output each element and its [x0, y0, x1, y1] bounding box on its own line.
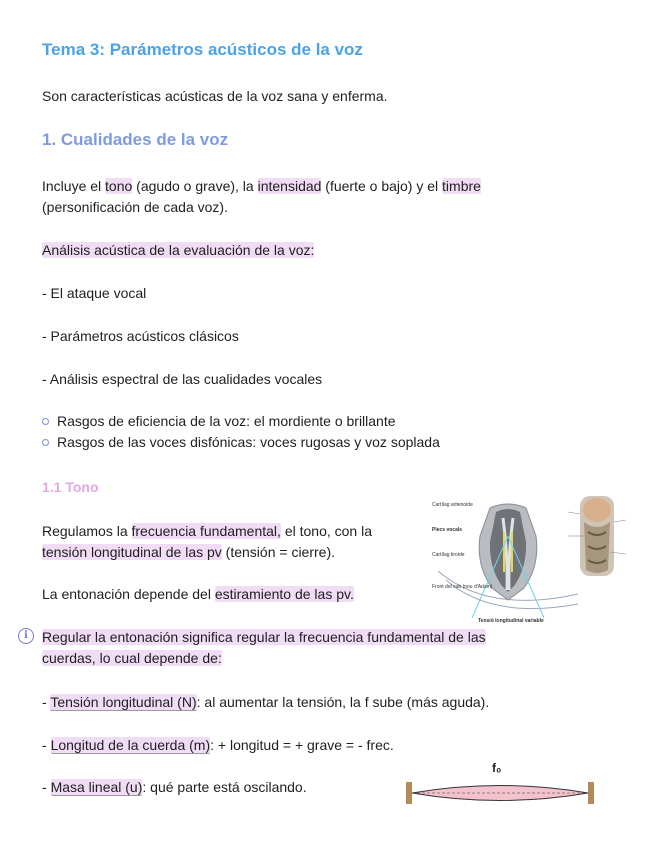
label-aritenoide: Cartílag aritenoide — [432, 502, 473, 508]
term-tension: Tensión longitudinal (N) — [50, 694, 197, 710]
vibrating-string-diagram — [404, 760, 596, 806]
list-item: - Análisis espectral de las cualidades vocales — [42, 371, 323, 387]
subsection-heading-tono: 1.1 Tono — [42, 479, 99, 495]
highlight-tono: tono — [105, 178, 133, 194]
term-masa: Masa lineal (u) — [50, 779, 143, 795]
bullet-item: Rasgos de las voces disfónicas: voces rugosas y voz soplada — [42, 432, 440, 453]
label-front: Front del sub (nou d'Adam) — [432, 584, 493, 590]
note-paragraph: Regular la entonación significa regular la frecuencia fundamental de las cuerdas, lo cual depende de: — [42, 629, 486, 666]
section-heading-cualidades: 1. Cualidades de la voz — [42, 130, 229, 149]
paragraph-entonacion: La entonación depende del estiramiento de las pv. — [42, 586, 354, 602]
info-icon: i — [18, 628, 34, 644]
page-title: Tema 3: Parámetros acústicos de la voz — [42, 40, 363, 59]
larynx-anatomy-image — [566, 492, 628, 580]
list-item: - El ataque vocal — [42, 285, 147, 301]
label-tensio: Tensió longitudinal variable — [478, 618, 544, 624]
highlight-timbre: timbre — [442, 178, 481, 194]
circle-bullet-icon — [42, 439, 49, 446]
f0-label: f₀ — [492, 761, 502, 775]
factor-item: - Tensión longitudinal (N): al aumentar la tensión, la f sube (más aguda). — [42, 694, 490, 710]
highlight-frecuencia: frecuencia fundamental, — [131, 523, 281, 539]
highlight-intensidad: intensidad — [257, 178, 322, 194]
highlight-estiramiento: estiramiento de las pv. — [214, 586, 354, 602]
label-tiroide: Cartílag tiroide — [432, 552, 465, 558]
label-plecs-vocals: Plecs vocals — [432, 527, 463, 533]
paragraph-cualidades: Incluye el tono (agudo o grave), la intensidad (fuerte o bajo) y el timbre (personificación de cada voz). — [42, 178, 481, 215]
bullet-item: Rasgos de eficiencia de la voz: el mordiente o brillante — [42, 411, 396, 432]
factor-item: - Masa lineal (u): qué parte está oscilando. — [42, 779, 307, 795]
intro-text: Son características acústicas de la voz sana y enferma. — [42, 88, 388, 104]
highlight-tension: tensión longitudinal de las pv — [42, 544, 222, 560]
term-longitud: Longitud de la cuerda (m) — [50, 737, 211, 753]
circle-bullet-icon — [42, 418, 49, 425]
factor-item: - Longitud de la cuerda (m): + longitud = + grave = - frec. — [42, 737, 394, 753]
paragraph-tono: Regulamos la frecuencia fundamental, el tono, con la tensión longitudinal de las pv (tensión = cierre). — [42, 523, 372, 560]
analysis-heading: Análisis acústica de la evaluación de la voz: — [42, 242, 315, 258]
list-item: - Parámetros acústicos clásicos — [42, 328, 239, 344]
